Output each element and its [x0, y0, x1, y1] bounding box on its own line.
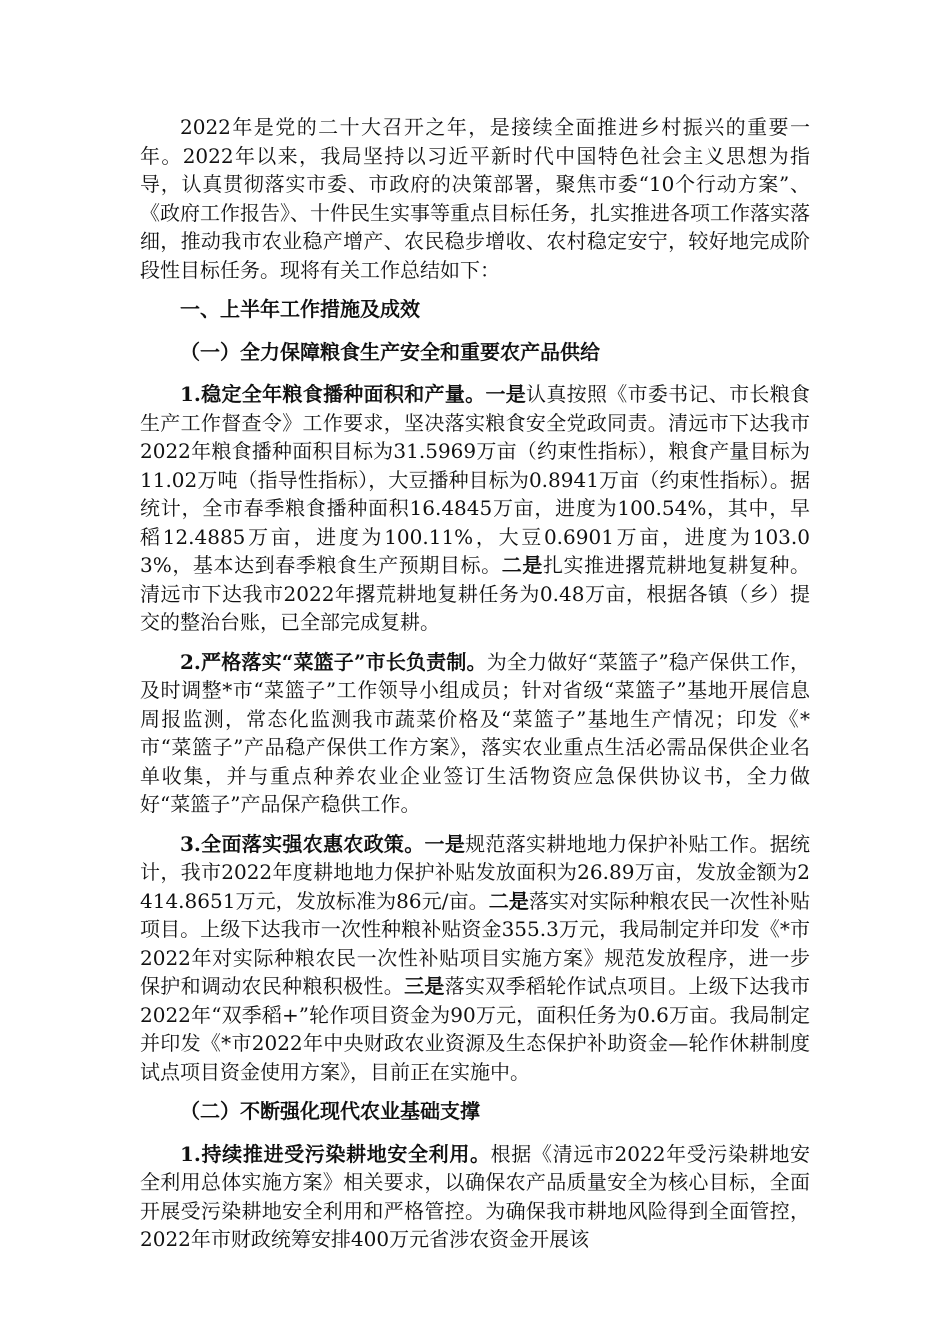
- document-body: [140, 113, 810, 1265]
- subsection-1-heading: （一）全力保障粮食生产安全和重要农产品供给: [180, 339, 600, 364]
- point-marker: 三是: [404, 974, 445, 998]
- point-marker: 二是: [488, 888, 529, 913]
- subsection-2-heading: （二）不断强化现代农业基础支撑: [180, 1099, 480, 1123]
- paragraph-lead: 1.持续推进受污染耕地安全利用。: [180, 1141, 491, 1166]
- paragraph-text: 规范落实耕地地力保护补贴工作。据统计，我市2022年度耕地地力保护补贴发放面积为26.89万亩，发放金额为2414.8651万元，发放标准为86元/亩。: [140, 831, 810, 913]
- paragraph-polluted-farmland: [140, 1140, 810, 1254]
- paragraph-vegetable-basket: [140, 648, 810, 819]
- point-marker: 一是: [424, 831, 466, 856]
- paragraph-grain-production: [140, 380, 810, 637]
- paragraph-lead: 1.稳定全年粮食播种面积和产量。: [180, 382, 486, 406]
- paragraph-text: 落实双季稻轮作试点项目。上级下达我市2022年“双季稻+”轮作项目资金为90万元，面积任务为0.6万亩。我局制定并印发《*市2022年中央财政农业资源及生态保护补助资金—轮作休耕制度试点项目资金使用方案》，目前正在实施中。: [140, 974, 810, 1084]
- paragraph-text: 扎实推进撂荒耕地复耕复种。清远市下达我市2022年撂荒耕地复耕任务为0.48万亩，根据各镇（乡）提交的整治台账，已全部完成复耕。: [140, 553, 811, 634]
- intro-paragraph: 2022年是党的二十大召开之年，是接续全面推进乡村振兴的重要一年。2022年以来，我局坚持以习近平新时代中国特色社会主义思想为指导，认真贯彻落实市委、市政府的决策部署，聚焦市委“10个行动方案”、《政府工作报告》、十件民生实事等重点目标任务，扎实推进各项工作落实落细，推动我市农业稳产增产、农民稳步增收、农村稳定安宁，较好地完成阶段性目标任务。现将有关工作总结如下：: [140, 115, 810, 282]
- paragraph-text: 认真按照《市委书记、市长粮食生产工作督查令》工作要求，坚决落实粮食安全党政同责。清远市下达我市2022年粮食播种面积目标为31.5969万亩（约束性指标），粮食产量目标为11.02万吨（指导性指标），大豆播种目标为0.8941万亩（约束性指标）。据统计，全市春季粮食播种面积16.4845万亩，进度为100.54%，其中，早稻12.4885万亩，进度为100.11%，大豆0.6901万亩，进度为103.03%，基本达到春季粮食生产预期目标。: [140, 382, 810, 577]
- paragraph-agri-policies: [140, 830, 810, 1087]
- paragraph-lead: 2.严格落实“菜篮子”市长负责制。: [180, 649, 487, 674]
- paragraph-lead: 3.全面落实强农惠农政策。: [180, 831, 425, 856]
- paragraph-text: 根据《清远市2022年受污染耕地安全利用总体实施方案》相关要求，以确保农产品质量安全为核心目标，全面开展受污染耕地安全利用和严格管控。为确保我市耕地风险得到全面管控，2022年市财政统筹安排400万元省涉农资金开展该: [140, 1141, 810, 1251]
- paragraph-text: 落实对实际种粮农民一次性补贴项目。上级下达我市一次性种粮补贴资金355.3万元，我局制定并印发《*市2022年对实际种粮农民一次性补贴项目实施方案》规范发放程序，进一步保护和调动农民种粮积极性。: [140, 888, 811, 998]
- paragraph-text: 为全力做好“菜篮子”稳产保供工作，及时调整*市“菜篮子”工作领导小组成员；针对省级“菜篮子”基地开展信息周报监测，常态化监测我市蔬菜价格及“菜篮子”基地生产情况；印发《*市“菜篮子”产品稳产保供工作方案》，落实农业重点生活必需品保供企业名单收集，并与重点种养农业企业签订生活物资应急保供协议书，全力做好“菜篮子”产品保产稳供工作。: [140, 649, 810, 816]
- section-1-heading: 一、上半年工作措施及成效: [180, 297, 420, 321]
- point-marker: 二是: [501, 553, 543, 577]
- point-marker: 一是: [485, 382, 527, 406]
